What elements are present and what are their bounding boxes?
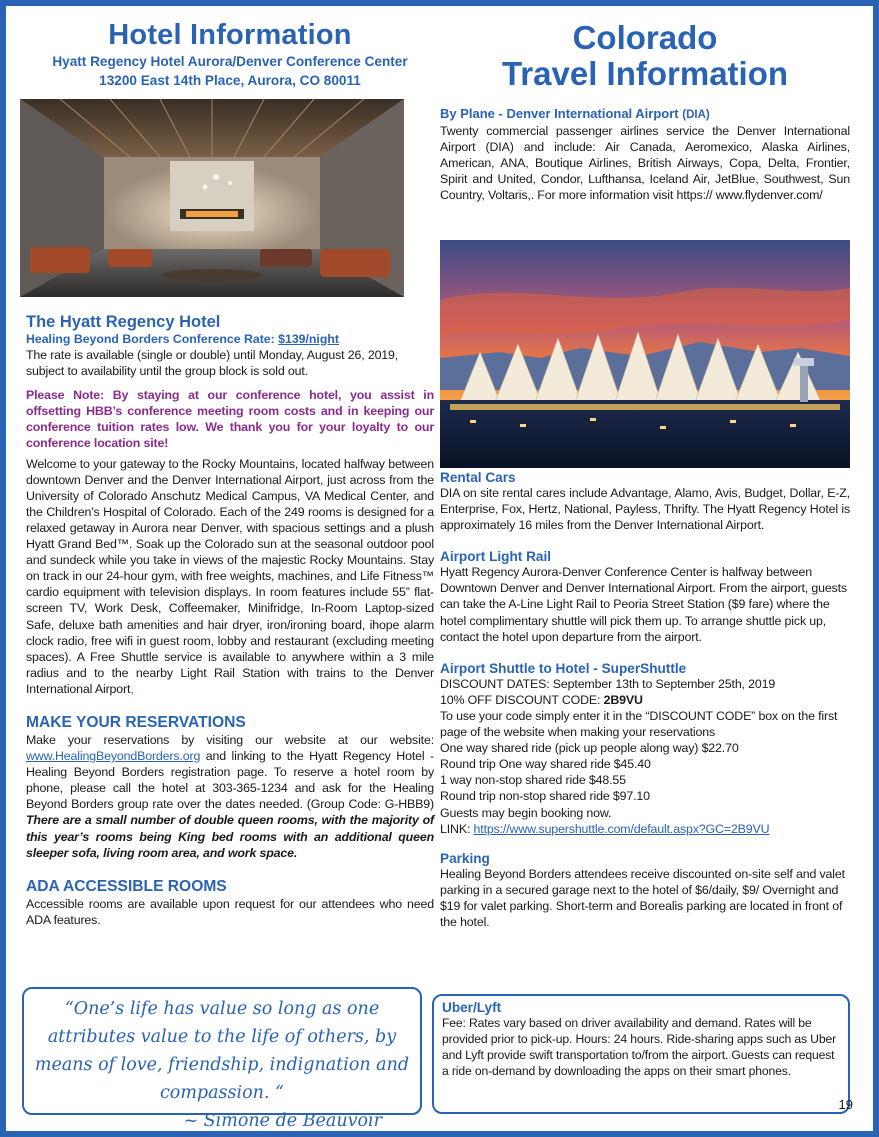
room-notice: There are a small number of double queen rooms, with the majority of this year’s rooms being King bed rooms with an additional queen sleeper sofa, living room area, and work space.	[26, 813, 434, 860]
hotel-lobby-photo	[20, 99, 404, 297]
shuttle-price-4: Round trip non-stop shared ride $97.10	[440, 789, 650, 804]
reservations-text-1: Make your reservations by visiting our website at our website:	[26, 732, 434, 747]
colorado-title-line1: Colorado	[572, 19, 718, 56]
plane-section	[440, 106, 850, 203]
colorado-header	[440, 18, 850, 90]
colorado-title-line2: Travel Information	[501, 55, 789, 92]
ada-heading: ADA ACCESSIBLE ROOMS	[26, 877, 227, 895]
rental-heading: Rental Cars	[440, 470, 516, 485]
conference-rate	[26, 332, 434, 347]
shuttle-code	[440, 692, 850, 708]
shuttle-heading: Airport Shuttle to Hotel - SuperShuttle	[440, 660, 687, 676]
parking-heading: Parking	[440, 850, 490, 866]
plane-text: Twenty commercial passenger airlines service the Denver International Airport (DIA) and include: Air Canada, Aeromexico, Alaska Airlines, American, ANA, Boutique Airlines, British Airways, Copa, Delta, Frontier, Spirit and United, Condor, Lufthansa, Iceland Air, JetBlue, Southwest, Sun Country, Voltaris,. For more information visit https:// www.flydenver.com/	[440, 124, 850, 203]
hotel-address: 13200 East 14th Place, Aurora, CO 80011	[99, 73, 361, 88]
conference-rate-value: $139/night	[278, 332, 339, 346]
reservations-text-2: and linking to the Hyatt Regency Hotel - Healing Beyond Borders registration page. To reserve a hotel room by phone, please call the hotel at 303-365-1234 and ask for the Healing Beyond Borders group rate over the dates needed. (Group Code: G-HBB9)	[26, 749, 434, 812]
uber-box	[432, 994, 850, 1114]
hotel-title: Hotel Information	[108, 19, 352, 51]
shuttle-dates: DISCOUNT DATES: September 13th to September 25th, 2019	[440, 676, 776, 691]
shuttle-price-3: 1 way non-stop shared ride $48.55	[440, 773, 626, 788]
uber-heading: Uber/Lyft	[442, 1000, 502, 1015]
reservations-text	[26, 732, 434, 861]
plane-heading-text: By Plane - Denver International Airport	[440, 106, 683, 121]
welcome-paragraph: Welcome to your gateway to the Rocky Mountains, located halfway between downtown Denver and the Denver International Airport, just across from the University of Colorado Anschutz Medical Campus, VA Medical Center, and the Children’s Hospital of Colorado. Each of the 249 rooms is designed for a relaxed getaway in Aurora near Denver, with spacious settings and a plush Hyatt Grand Bed™. Soak up the Colorado sun at the seasonal outdoor pool and sundeck while you take in views of the majestic Rocky Mountains. Stay on track in our 24-hour gym, with free weights, machines, and Life Fitness™ cardio equipment with television displays. In room features include 55” flat-screen TV, Work Desk, Coffeemaker, Minifridge, In-Room Laptop-sized Safe, deluxe bath amenities and hair dryer, iron/ironing board, ihope alarm clock radio, free wifi in guest room, lobby and restaurant (excluding meeting spaces). A Free Shuttle service is available to anywhere within a 3 mile radius and to the nearby Light Rail Station with trains to the Denver International Airport	[26, 456, 434, 696]
quote-box	[22, 987, 422, 1131]
quote-text: “One’s life has value so long as one attributes value to the life of others, by means of love, friendship, indignation and compassion. “	[34, 999, 410, 1103]
shuttle-price-2: Round trip One way shared ride $45.40	[440, 757, 651, 772]
shuttle-link-label: LINK:	[440, 821, 474, 836]
page-number: 19	[838, 1097, 853, 1112]
hotel-header	[26, 18, 434, 90]
reservations-heading: MAKE YOUR RESERVATIONS	[26, 713, 246, 731]
shuttle-instructions: To use your code simply enter it in the “DISCOUNT CODE” box on the first page of the website when making your reservations	[440, 708, 838, 740]
uber-text: Fee: Rates vary based on driver availability and demand. Rates will be provided prior to pick-up. Hours: 24 hours. Ride-sharing apps such as Uber and Lyft provide swift transportation to/from the airport. Guests can request a ride on-demand by downloading the apps on their smart phones.	[442, 1016, 836, 1078]
rental-text: DIA on site rental cares include Advantage, Alamo, Avis, Budget, Dollar, E-Z, Enterprise, Fox, Hertz, National, Payless, Thrifty. The Hyatt Regency Hotel is approximately 16 miles from the Denver International Airport.	[440, 486, 850, 533]
conference-rate-label: Healing Beyond Borders Conference Rate:	[26, 332, 279, 346]
light-rail-heading: Airport Light Rail	[440, 549, 552, 565]
ada-text: Accessible rooms are available upon request for our attendees who need ADA features.	[26, 896, 434, 927]
shuttle-price-1: One way shared ride (pick up people along way) $22.70	[440, 741, 739, 756]
shuttle-link-line	[440, 821, 850, 837]
hyatt-heading: The Hyatt Regency Hotel	[26, 313, 221, 331]
denver-airport-photo	[440, 240, 850, 468]
plane-heading	[440, 106, 850, 123]
hbb-website-link[interactable]: www.HealingBeyondBorders.org	[26, 749, 201, 764]
light-rail-text: Hyatt Regency Aurora-Denver Conference Center is halfway between Downtown Denver and Denver International Airport. From the airport, guests can take the A-Line Light Rail to Peoria Street Station ($9 fare) where the hotel complimentary shuttle will pick them up. To arrange shuttle pick up, contact the hotel upon departure from the airport.	[440, 565, 847, 644]
rate-note: The rate is available (single or double) until Monday, August 26, 2019, subject to availability until the group block is sold out.	[26, 348, 399, 379]
hotel-name-line: Hyatt Regency Hotel Aurora/Denver Conference Center	[52, 54, 408, 69]
quote-author: ~ Simone de Beauvoir	[183, 1111, 382, 1131]
shuttle-booking-note: Guests may begin booking now.	[440, 805, 612, 820]
please-note: Please Note: By staying at our conference hotel, you assist in offsetting HBB’s conference meeting room costs and in keeping our conference tuition rates low. We thank you for your loyalty to our conference location site!	[26, 388, 434, 451]
hyatt-section	[26, 313, 434, 928]
welcome-text	[26, 456, 434, 697]
supershuttle-link[interactable]: https://www.supershuttle.com/default.aspx?GC=2B9VU	[473, 821, 770, 836]
shuttle-code-value: 2B9VU	[603, 692, 643, 707]
travel-sections	[440, 470, 850, 930]
welcome-end: ,	[130, 681, 134, 696]
plane-heading-small: (DIA)	[682, 109, 710, 121]
shuttle-code-label: 10% OFF DISCOUNT CODE:	[440, 692, 604, 707]
parking-text: Healing Beyond Borders attendees receive discounted on-site self and valet parking in a secured garage next to the hotel of $6/daily, $9/ Overnight and $19 for valet parking. Short-term and Borealis parking are located in front of the hotel.	[440, 866, 845, 929]
